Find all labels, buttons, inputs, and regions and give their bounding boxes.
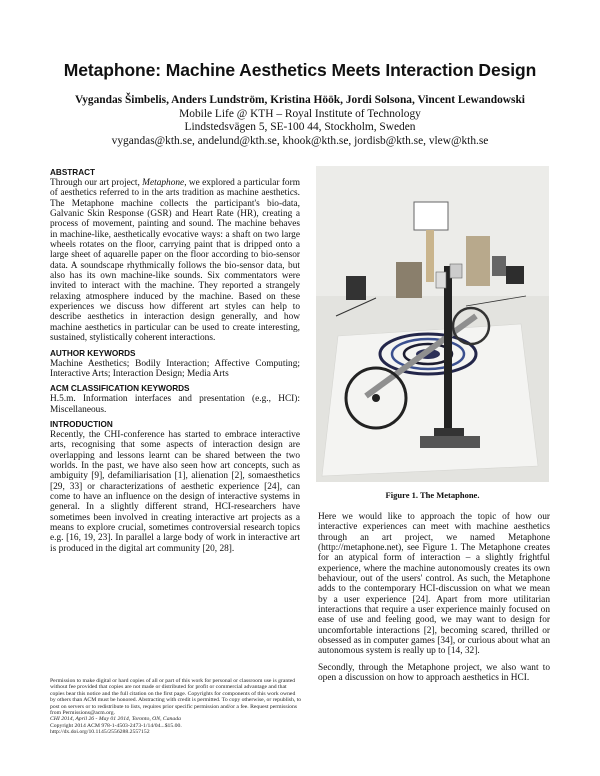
right-paragraph-2: Secondly, through the Metaphone project, we also want to open a discussion on how to approach aesthetics in HCI. <box>318 662 550 684</box>
venue: CHI 2014, April 26 - May 01 2014, Toronto, ON, Canada <box>50 716 181 723</box>
metaphone-illustration <box>316 166 549 482</box>
copyright-line: Copyright 2014 ACM 978-1-4503-2473-1/14/04...$15.00. <box>50 722 182 729</box>
address: Lindstedsvägen 5, SE-100 44, Stockholm, Sweden <box>184 121 416 134</box>
right-paragraph-1: Here we would like to approach the topic of how our interactive experiences can meet with machine aesthetics through an art project, we named Metaphone (http://metaphone.net), see Figure 1. The Metaphone creates for an atypical form of interaction – a slightly frightful experience, where the machine autonomously creates its own behaviour, out of the users' control. As such, the Metaphone adds to the contemporary HCI-discussion on what we mean by a user experience [24]. Apart from more utilitarian interactions that require a user experience mainly focused on ease of use and feeling good, we may want to design for uncomfortable interactions [2], becoming scared, thrilled or obsessed as in computer games [34], or curious about what an autonomous system is really up to [14, 32]. <box>318 512 550 657</box>
author-keywords-text: Machine Aesthetics; Bodily Interaction; Affective Computing; Interactive Arts; Interaction Design; Media Arts <box>50 358 300 379</box>
introduction-paragraph: Recently, the CHI-conference has started to embrace interactive arts, recognising that some aspects of interaction design are overlapping and lessons learnt can be shared between the two worlds. In the past, we have also seen how art concepts, such as ambiguity [9], defamiliarisation [1], alienation [2], somaesthetics [29, 33] or characterizations of aesthetic experience [24], can come to have an influence on the design of interactive systems in general. In a slightly different strand, HCI-researchers have sometimes been involved in creating interactive art projects as a means to explore crucial, sometimes controversial research topics e.g. [16, 19, 23]. In parallel a large body of work in interactive art is produced in the digital art community [20, 28]. <box>50 429 300 554</box>
copyright-footnote <box>50 678 302 736</box>
author-emails: vygandas@kth.se, andelund@kth.se, khook@kth.se, jordisb@kth.se, vlew@kth.se <box>111 134 489 147</box>
doi-link[interactable]: http://dx.doi.org/10.1145/2556288.2557152 <box>50 729 150 736</box>
acm-classification-heading: ACM CLASSIFICATION KEYWORDS <box>50 384 190 394</box>
metaphone-photo <box>316 166 549 482</box>
author-keywords-heading: AUTHOR KEYWORDS <box>50 348 136 358</box>
author-block <box>0 94 600 148</box>
affiliation: Mobile Life @ KTH – Royal Institute of Technology <box>179 107 421 120</box>
introduction-heading: INTRODUCTION <box>50 419 113 429</box>
abstract-heading: ABSTRACT <box>50 168 96 177</box>
project-name: Metaphone <box>142 178 185 188</box>
paper-title: Metaphone: Machine Aesthetics Meets Interaction Design <box>63 60 537 80</box>
permission-notice: Permission to make digital or hard copies of all or part of this work for personal or classroom use is granted without fee provided that copies are not made or distributed for profit or commercial advantage and that copies bear this notice and the full citation on the first page. Copyrights for components of this work owned by others than ACM must be honored. Abstracting with credit is permitted. To copy otherwise, or republish, to post on servers or to redistribute to lists, requires prior specific permission and/or a fee. Request permissions from Permissions@acm.org. <box>50 678 302 717</box>
left-column <box>50 168 300 554</box>
abstract-text: Through our art project, Metaphone, we explored a particular form of aesthetics referred to in the arts tradition as machine aesthetics. The Metaphone machine collects the participant's bio-data, Galvanic Skin Response (GSR) and Heart Rate (HR), creating a process of movement, painting and sound. The machine behaves in machine-like, aesthetically evocative ways: a shaft on two large wheels rotates on the floor, carrying paint that is dripped onto a large sheet of aquarelle paper on the floor according to bio-sensor data. A soundscape rhythmically follows the bio-sensor data, but also has its own machine-like sounds. Six commentators were invited to interact with the machine. They reported a strangely relaxing atmosphere induced by the machine. Based on these experiences we discuss how different art styles can help to describe aesthetics in interaction design generally, and how machine aesthetics in particular can be used to create interesting, sustained, stylistically coherent interactions. <box>50 178 300 344</box>
right-column <box>318 512 550 684</box>
figure-caption: Figure 1. The Metaphone. <box>385 490 480 500</box>
author-names: Vygandas Šimbelis, Anders Lundström, Kristina Höök, Jordi Solsona, Vincent Lewandowski <box>75 94 525 106</box>
acm-classification-text: H.5.m. Information interfaces and presentation (e.g., HCI): Miscellaneous. <box>50 394 300 415</box>
